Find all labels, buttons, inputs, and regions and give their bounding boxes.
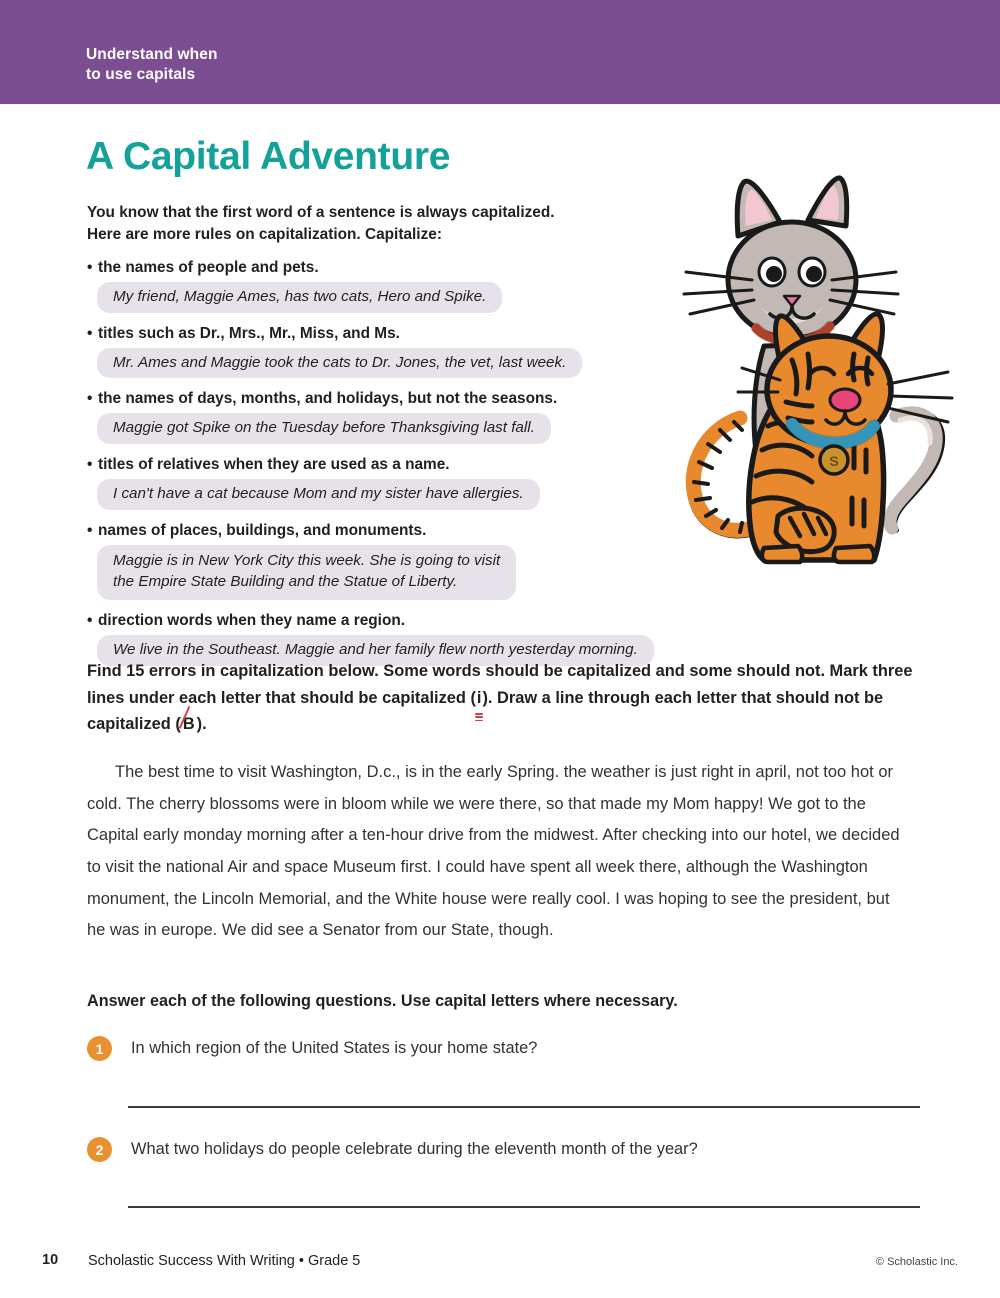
header-skill-line2: to use capitals xyxy=(86,66,196,84)
answer-line[interactable] xyxy=(128,1106,920,1108)
page-title: A Capital Adventure xyxy=(86,135,451,178)
exercise-paragraph[interactable] xyxy=(87,757,909,947)
header-skill-label xyxy=(86,45,406,86)
question-number-badge: 1 xyxy=(87,1036,112,1061)
rule-heading-text: titles of relatives when they are used as a name. xyxy=(98,456,450,474)
directions-part2: ). xyxy=(482,688,493,707)
rule-heading-text: the names of people and pets. xyxy=(98,259,319,276)
rule-example xyxy=(97,348,582,379)
bullet-icon: • xyxy=(87,259,93,276)
orange-cat-icon xyxy=(689,314,952,562)
rule-example xyxy=(97,545,516,600)
answer-instruction: Answer each of the following questions. Use capital letters where necessary. xyxy=(87,992,678,1010)
capitalize-mark-icon xyxy=(476,685,483,712)
rule-heading-text: the names of days, months, and holidays, but not the seasons. xyxy=(98,390,558,408)
directions-part3: Draw a line through each letter that should not be capitalized ( xyxy=(87,688,884,734)
rule-example-line2: the Empire State Building and the Statue of Liberty. xyxy=(113,573,458,591)
directions-part1: Find 15 errors in capitalization below. Some words should be capitalized and some should not. Mark three lines under each letter that should be capitalized ( xyxy=(87,662,913,707)
rule-example xyxy=(97,479,540,510)
directions-text xyxy=(87,658,927,738)
page-number: 10 xyxy=(42,1252,59,1268)
intro-line2: Here are more rules on capitalization. Capitalize: xyxy=(87,226,442,244)
footer-book-title: Scholastic Success With Writing • Grade 5 xyxy=(88,1253,361,1269)
bullet-icon: • xyxy=(87,390,93,408)
rule-example-line1: My friend, Maggie Ames, has two cats, Hero and Spike. xyxy=(113,288,487,306)
footer-copyright: © Scholastic Inc. xyxy=(875,1256,958,1268)
triple-underline-icon xyxy=(475,713,484,720)
capitalize-mark-letter: i xyxy=(476,688,482,707)
question-text: What two holidays do people celebrate during the eleventh month of the year? xyxy=(131,1140,698,1158)
orange-cat-tag-letter: S xyxy=(829,453,839,469)
rule-example-line1: I can't have a cat because Mom and my sister have allergies. xyxy=(113,485,524,503)
rule-example-line1: We live in the Southeast. Maggie and her family flew north yesterday morning. xyxy=(113,641,638,659)
rule-heading-text: direction words when they name a region. xyxy=(98,612,406,630)
bullet-icon: • xyxy=(87,456,93,474)
rule-example-line1: Maggie got Spike on the Tuesday before Thanksgiving last fall. xyxy=(113,419,535,437)
exercise-text: The best time to visit Washington, D.c., is in the early Spring. the weather is just right in april, not too hot or cold. The cherry blossoms were in bloom while we were there, so that made my Mom happy! We got to the Capital early monday morning after a ten-hour drive from the midwest. After checking into our hotel, we decided to visit the national Air and space Museum first. I could have spent all week there, although the Washington monument, the Lincoln Memorial, and the White house were really cool. I was hoping to see the president, but he was in europe. We did see a Senator from our State, though. xyxy=(87,763,900,940)
bullet-icon: • xyxy=(87,521,93,539)
rule-example xyxy=(97,282,502,313)
question-text: In which region of the United States is your home state? xyxy=(131,1039,538,1057)
question-number-badge: 2 xyxy=(87,1137,112,1162)
bullet-icon: • xyxy=(87,324,93,342)
rule-heading-text: names of places, buildings, and monuments. xyxy=(98,521,427,539)
bullet-icon: • xyxy=(87,612,93,630)
rule-example-line1: Mr. Ames and Maggie took the cats to Dr. Jones, the vet, last week. xyxy=(113,353,567,371)
rule-example-line1: Maggie is in New York City this week. She is going to visit xyxy=(113,551,501,569)
header-skill-line1: Understand when xyxy=(86,46,218,63)
lowercase-mark-letter: B xyxy=(182,715,195,734)
directions-part4: ). xyxy=(196,715,207,734)
lowercase-mark-icon xyxy=(181,711,197,738)
intro-text xyxy=(87,202,687,247)
rule-heading-text: titles such as Dr., Mrs., Mr., Miss, and Ms. xyxy=(98,324,400,342)
two-cats-illustration xyxy=(668,168,960,568)
answer-line[interactable] xyxy=(128,1206,920,1208)
intro-line1: You know that the first word of a sentence is always capitalized. xyxy=(87,204,555,221)
rule-example xyxy=(97,413,551,444)
rule-heading xyxy=(87,609,827,632)
